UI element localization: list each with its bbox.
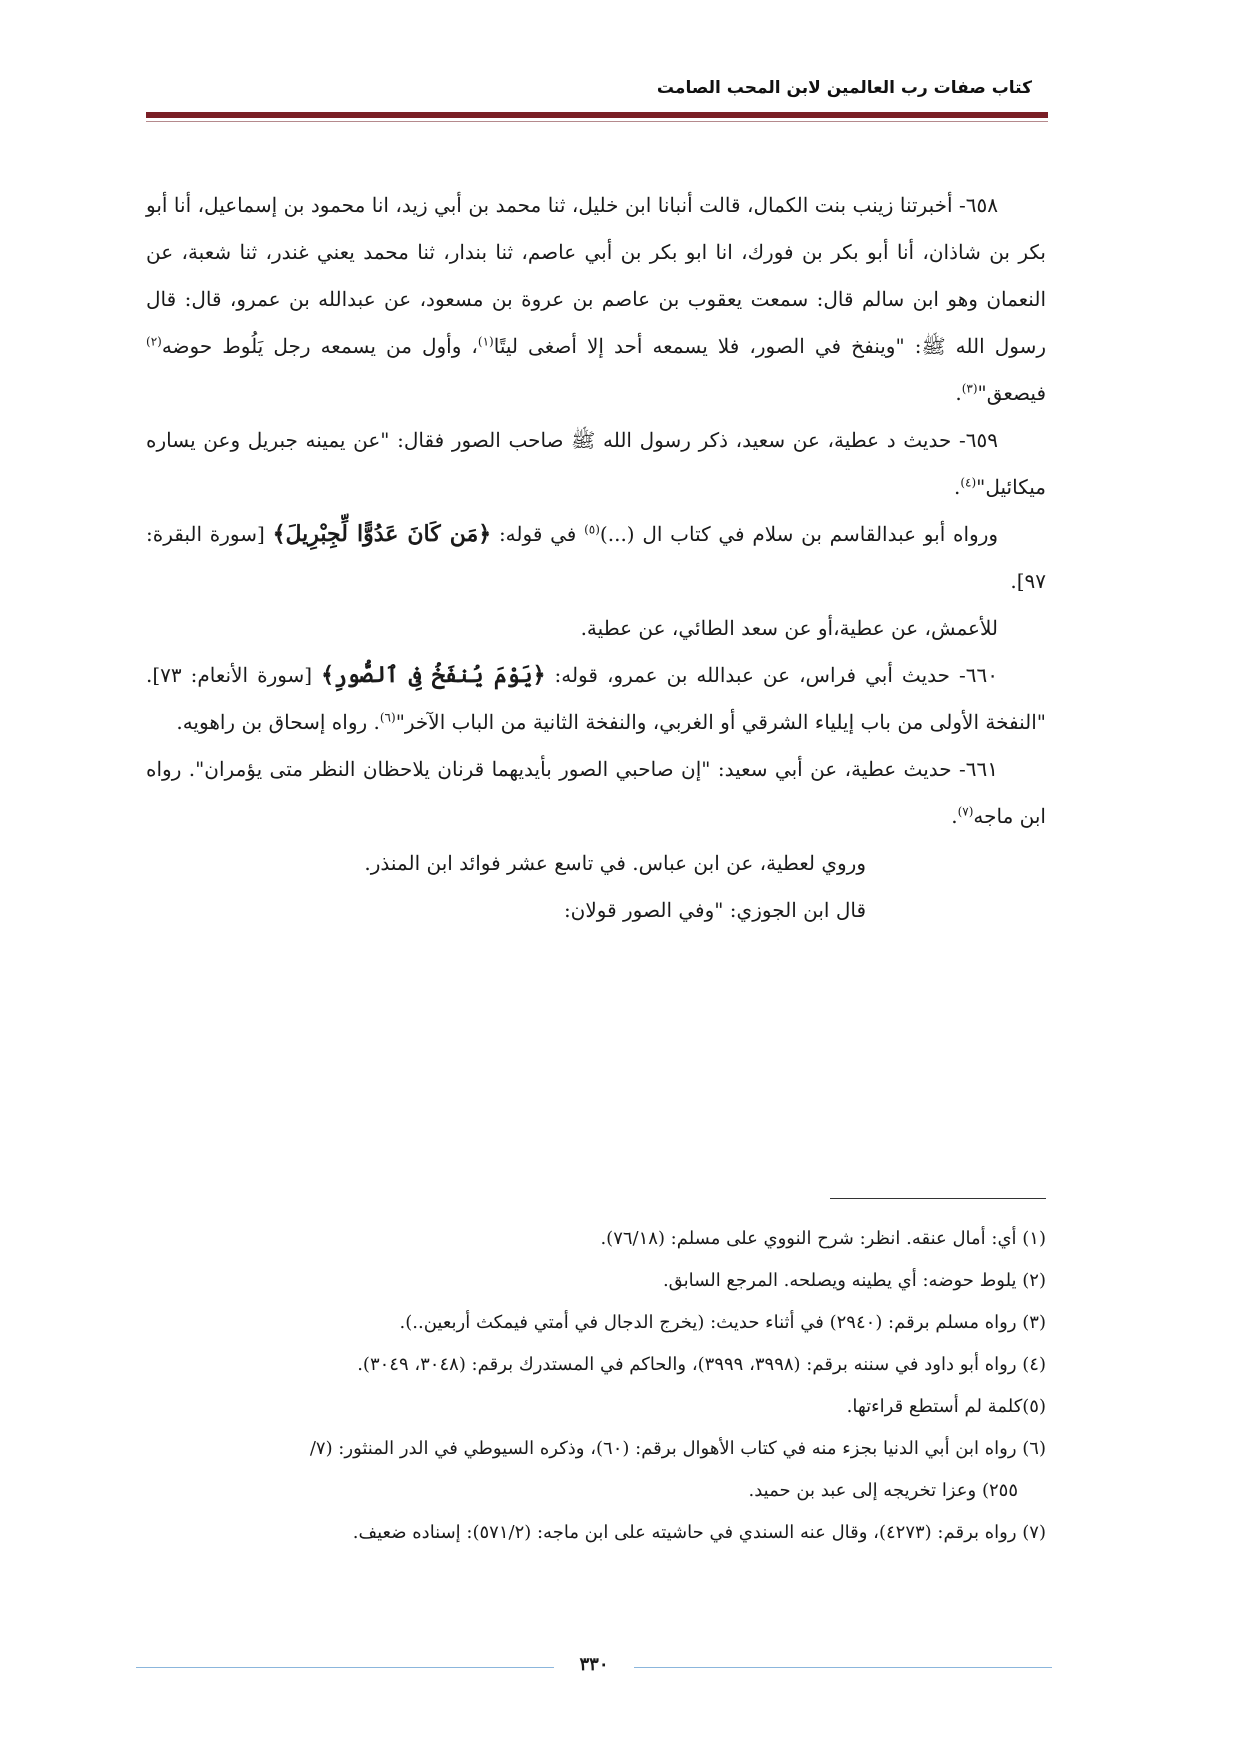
quran-verse: ﴿مَن كَانَ عَدُوًّا لِّجِبْرِيلَ﴾ [272, 521, 492, 547]
footnotes [146, 1218, 1046, 1554]
paragraph-text: في قوله: [491, 522, 585, 546]
paragraph-661 [146, 746, 1046, 840]
header-divider-thin [146, 121, 1048, 122]
footnote-1: (١) أي: أمال عنقه. انظر: شرح النووي على مسلم: (٧٦/١٨). [600, 1228, 1046, 1249]
footnote-ref: (١) [477, 334, 494, 349]
footnote-7: (٧) رواه برقم: (٤٢٧٣)، وقال عنه السندي في حاشيته على ابن ماجه: (٥٧١/٢): إسناده ضعيف. [352, 1522, 1046, 1543]
paragraph-text: وروي لعطية، عن ابن عباس. في تاسع عشر فوائد ابن المنذر. [364, 851, 866, 875]
footnote-separator [830, 1198, 1046, 1199]
paragraph-amash [146, 605, 1046, 652]
paragraph-text: ، وأول من يسمعه رجل يَلُوط حوضه [161, 334, 478, 358]
paragraph-660 [146, 652, 1046, 746]
paragraph-659 [146, 417, 1046, 511]
paragraph-text: فيصعق" [977, 381, 1046, 405]
footnote-2: (٢) يلوط حوضه: أي يطينه ويصلحه. المرجع السابق. [662, 1270, 1046, 1291]
footnote-6: (٦) رواه ابن أبي الدنيا بجزء منه في كتاب الأهوال برقم: (٦٠)، وذكره السيوطي في الدر المنثور: (٧/ [309, 1438, 1046, 1459]
paragraph-text: ٦٦١- حديث عطية، عن أبي سعيد: "إن صاحبي الصور بأيديهما قرنان يلاحظان النظر متى يؤمران". رواه ابن ماجه [146, 757, 1046, 828]
paragraph-text: . [953, 475, 961, 499]
header-divider [146, 112, 1048, 118]
main-text [146, 182, 1046, 934]
paragraph-text: [سورة الأنعام: ٧٣]. "النفخة الأولى من باب إيلياء الشرقي أو الغربي، والنفخة الثانية من الباب الآخر" [146, 663, 1046, 734]
footnote-ref: (٥) [584, 522, 600, 537]
footnote-ref: (٣) [961, 381, 978, 396]
paragraph-ibn-abbas [146, 840, 1046, 887]
page-number: ٣٣٠ [579, 1654, 609, 1675]
footnote-ref: (٦) [379, 710, 396, 725]
paragraph-text: للأعمش، عن عطية،أو عن سعد الطائي، عن عطية. [580, 616, 998, 640]
paragraph-abu-ubaid [146, 511, 1046, 605]
footnote-5: (٥)كلمة لم أستطع قراءتها. [846, 1396, 1046, 1417]
paragraph-text: ٦٥٩- حديث د عطية، عن سعيد، ذكر رسول الله ﷺ صاحب الصور فقال: "عن يمينه جبريل وعن يساره ميكائيل" [146, 428, 1046, 499]
paragraph-text: . [951, 804, 958, 828]
paragraph-text: قال ابن الجوزي: "وفي الصور قولان: [563, 898, 866, 922]
footer-rule-left [136, 1667, 554, 1668]
paragraph-ibn-jawzi [146, 887, 1046, 934]
footer-rule-right [634, 1667, 1052, 1668]
quran-verse: ﴿يَوْمَ يُنفَخُ فِى ٱلصُّورِ﴾ [321, 662, 546, 688]
paragraph-text: ورواه أبو عبدالقاسم بن سلام في كتاب ال (...) [599, 522, 999, 546]
footnote-4: (٤) رواه أبو داود في سننه برقم: (٣٩٩٨، ٣٩٩٩)، والحاكم في المستدرك برقم: (٣٠٤٨، ٣٠٤٩). [357, 1354, 1046, 1375]
paragraph-text: . [955, 381, 962, 405]
page-footer [136, 1656, 1052, 1680]
paragraph-658 [146, 182, 1046, 417]
footnote-3: (٣) رواه مسلم برقم: (٢٩٤٠) في أثناء حديث: (يخرج الدجال في أمتي فيمكث أربعين..). [399, 1312, 1046, 1333]
paragraph-text: . رواه إسحاق بن راهويه. [176, 710, 380, 734]
footnote-ref: (٤) [960, 475, 977, 490]
book-title: كتاب صفات رب العالمين لابن المحب الصامت [656, 78, 1032, 98]
footnote-6-continued: ٢٥٥) وعزا تخريجه إلى عبد بن حميد. [748, 1480, 1018, 1501]
paragraph-text: ٦٦٠- حديث أبي فراس، عن عبدالله بن عمرو، قوله: [545, 663, 999, 687]
footnote-ref: (٧) [957, 804, 974, 819]
paragraph-text: [سورة البقرة: ٩٧]. [146, 522, 1046, 593]
paragraph-text: ٦٥٨- أخبرتنا زينب بنت الكمال، قالت أنبانا ابن خليل، ثنا محمد بن أبي زيد، انا محمود بن إسماعيل، أنا أبو بكر بن شاذان، أنا أبو بكر بن فورك، انا ابو بكر بن أبي عاصم، ثنا بندار، ثنا محمد يعني غندر، ثنا شعبة، عن النعمان وهو ابن سالم قال: سمعت يعقوب بن عاصم بن عروة بن مسعود، عن عبدالله بن عمرو، قال: قال رسول الله ﷺ: "وينفخ في الصور، فلا يسمعه أحد إلا أصغى ليتًا [146, 193, 1046, 358]
footnote-ref: (٢) [146, 334, 162, 349]
